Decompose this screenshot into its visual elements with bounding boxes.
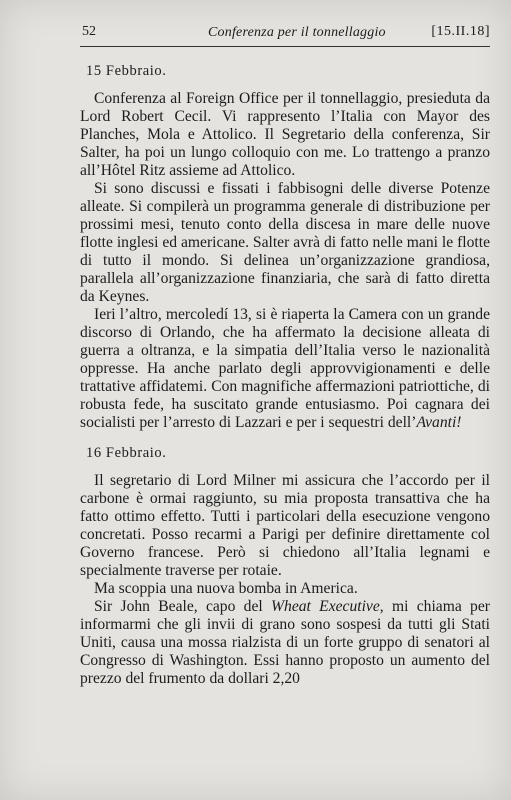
paragraph: Ma scoppia una nuova bomba in America.: [94, 580, 358, 597]
page-header: [82, 20, 490, 46]
paragraph: Si sono discussi e fissati i fabbisogni delle diverse Potenze alleate. Si compilerà un programma generale di distribuzione per prossimi mesi, tenuto conto della discesa in mare delle nuove flotte inglesi ed americane. Salter avrà di fatto nelle mani le flotte di tutto il mondo. Si delinea un’organizzazione grandiosa, parallela all’organizzazione finanziaria, che sarà di fatto diretta da Keynes.: [80, 180, 490, 305]
paragraph-text: Sir John Beale, capo del: [94, 598, 272, 615]
entry-date: 15 Febbraio.: [86, 63, 167, 79]
organization-name: Wheat Executive: [271, 598, 380, 615]
header-rule: [80, 46, 490, 47]
header-date: [15.II.18]: [431, 24, 490, 39]
entry-date: 16 Febbraio.: [86, 445, 167, 461]
page-body: [80, 62, 490, 688]
paragraph-text: Ieri l’altro, mercoledí 13, si è riaperta la Camera con un grande discorso di Orlando, che ha affermato la decisione alleata di guerra a oltranza, e la simpatia dell’Italia verso le nazionalità oppresse. Ha anche parlato degli approvvigionamenti e delle trattative affidatemi. Con magnifiche affermazioni patriottiche, di robusta fede, ha suscitato grande entusiasmo. Poi cagnara dei socialisti per l’arresto di Lazzari e per i sequestri dell’: [80, 306, 490, 431]
running-title: Conferenza per il tonnellaggio: [208, 25, 386, 40]
paragraph: [80, 306, 490, 432]
page-number: 52: [82, 24, 96, 39]
paragraph: Conferenza al Foreign Office per il tonnellaggio, presieduta da Lord Robert Cecil. Vi rappresento l’Italia con Mayor des Planches, Mola e Attolico. Il Segretario della conferenza, Sir Salter, ha poi un lungo colloquio con me. Lo trattengo a pranzo all’Hôtel Ritz assieme ad Attolico.: [80, 90, 490, 179]
newspaper-title: Avanti!: [416, 414, 462, 431]
paragraph: [80, 598, 490, 688]
paragraph: Il segretario di Lord Milner mi assicura che l’accordo per il carbone è ormai raggiunto, su mia proposta transattiva che ha fatto ottimo effetto. Tutti i particolari della esecuzione vengono concretati. Posso recarmi a Parigi per definire direttamente col Governo francese. Però si chiedono all’Italia legnami e specialmente traverse per rotaie.: [80, 472, 490, 579]
paragraph-text: , mi chiama per informarmi che gli invii di grano sono sospesi da tutti gli Stati Uniti, causa una mossa rialzista di un forte gruppo di senatori al Congresso di Washington. Essi hanno proposto un aumento del prezzo del frumento da dollari 2,20: [80, 598, 490, 687]
